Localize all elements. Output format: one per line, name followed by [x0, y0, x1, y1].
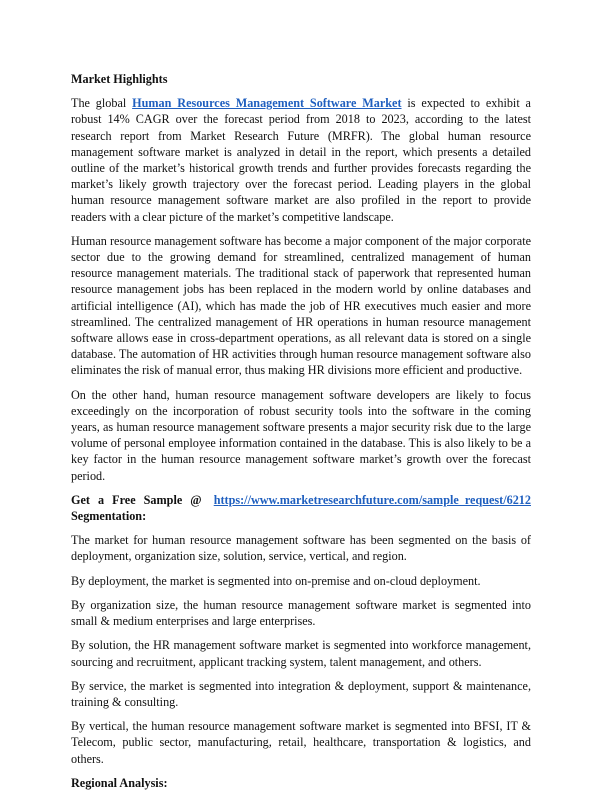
heading-market-highlights: Market Highlights — [71, 72, 168, 86]
intro-suffix: is expected to exhibit a robust 14% CAGR over the forecast period from 2018 to 2023, according to the latest research report from Market Research Future (MRFR). The global human resource management software market is analyzed in detail in the report, which presents a detailed outline of the market’s historical growth trends and further provides forecasts regarding the market’s likely growth trajectory over the forecast period. Leading players in the global human resource management software market are also profiled in the report to provide readers with a clear picture of the market’s competitive landscape. — [71, 96, 531, 224]
paragraph-organization-size: By organization size, the human resource management software market is segmented into small & medium enterprises and large enterprises. — [71, 597, 531, 629]
free-sample-label: Get a Free Sample @ — [71, 492, 202, 507]
heading-segmentation: Segmentation: — [71, 509, 147, 524]
intro-prefix: The global — [71, 96, 133, 111]
document-page — [71, 71, 531, 799]
market-report-link[interactable]: Human Resources Management Software Market — [132, 96, 402, 111]
paragraph-hr-software: Human resource management software has become a major component of the major corporate sector due to the growing demand for streamlined, centralized management of human resource management materials. The traditional stack of paperwork that represented human resource management jobs has been replaced in the modern world by online databases and artificial intelligence (AI), which has made the job of HR executives much easier and more streamlined. The centralized management of HR operations in human resource management software allows ease in cross-department operations, as all relevant data is stored on a single database. The automation of HR activities through human resource management software also eliminates the risk of manual error, thus making HR divisions more efficient and productive. — [71, 233, 531, 378]
heading-regional-analysis: Regional Analysis: — [71, 775, 168, 790]
paragraph-service: By service, the market is segmented into integration & deployment, support & maintenance, training & consulting. — [71, 678, 531, 709]
paragraph-solution: By solution, the HR management software market is segmented into workforce management, sourcing and recruitment, applicant tracking system, talent management, and others. — [71, 638, 531, 669]
paragraph-intro — [71, 95, 531, 225]
paragraph-vertical: By vertical, the human resource management software market is segmented into BFSI, IT & Telecom, public sector, manufacturing, retail, healthcare, transportation & logistics, and others. — [71, 719, 531, 766]
paragraph-deployment: By deployment, the market is segmented into on-premise and on-cloud deployment. — [71, 573, 481, 588]
paragraph-security: On the other hand, human resource management software developers are likely to focus exceedingly on the incorporation of robust security tools into the software in the coming years, as human resource management software presents a major security risk due to the large volume of personal employee information contained in the database. This is also likely to be a key factor in the human resource management software market’s growth over the forecast period. — [71, 387, 531, 483]
free-sample-line — [71, 492, 531, 508]
paragraph-segmentation-basis: The market for human resource management software has been segmented on the basis of deployment, organization size, solution, service, vertical, and region. — [71, 533, 531, 564]
sample-request-link[interactable]: https://www.marketresearchfuture.com/sample_request/6212 — [213, 492, 531, 507]
